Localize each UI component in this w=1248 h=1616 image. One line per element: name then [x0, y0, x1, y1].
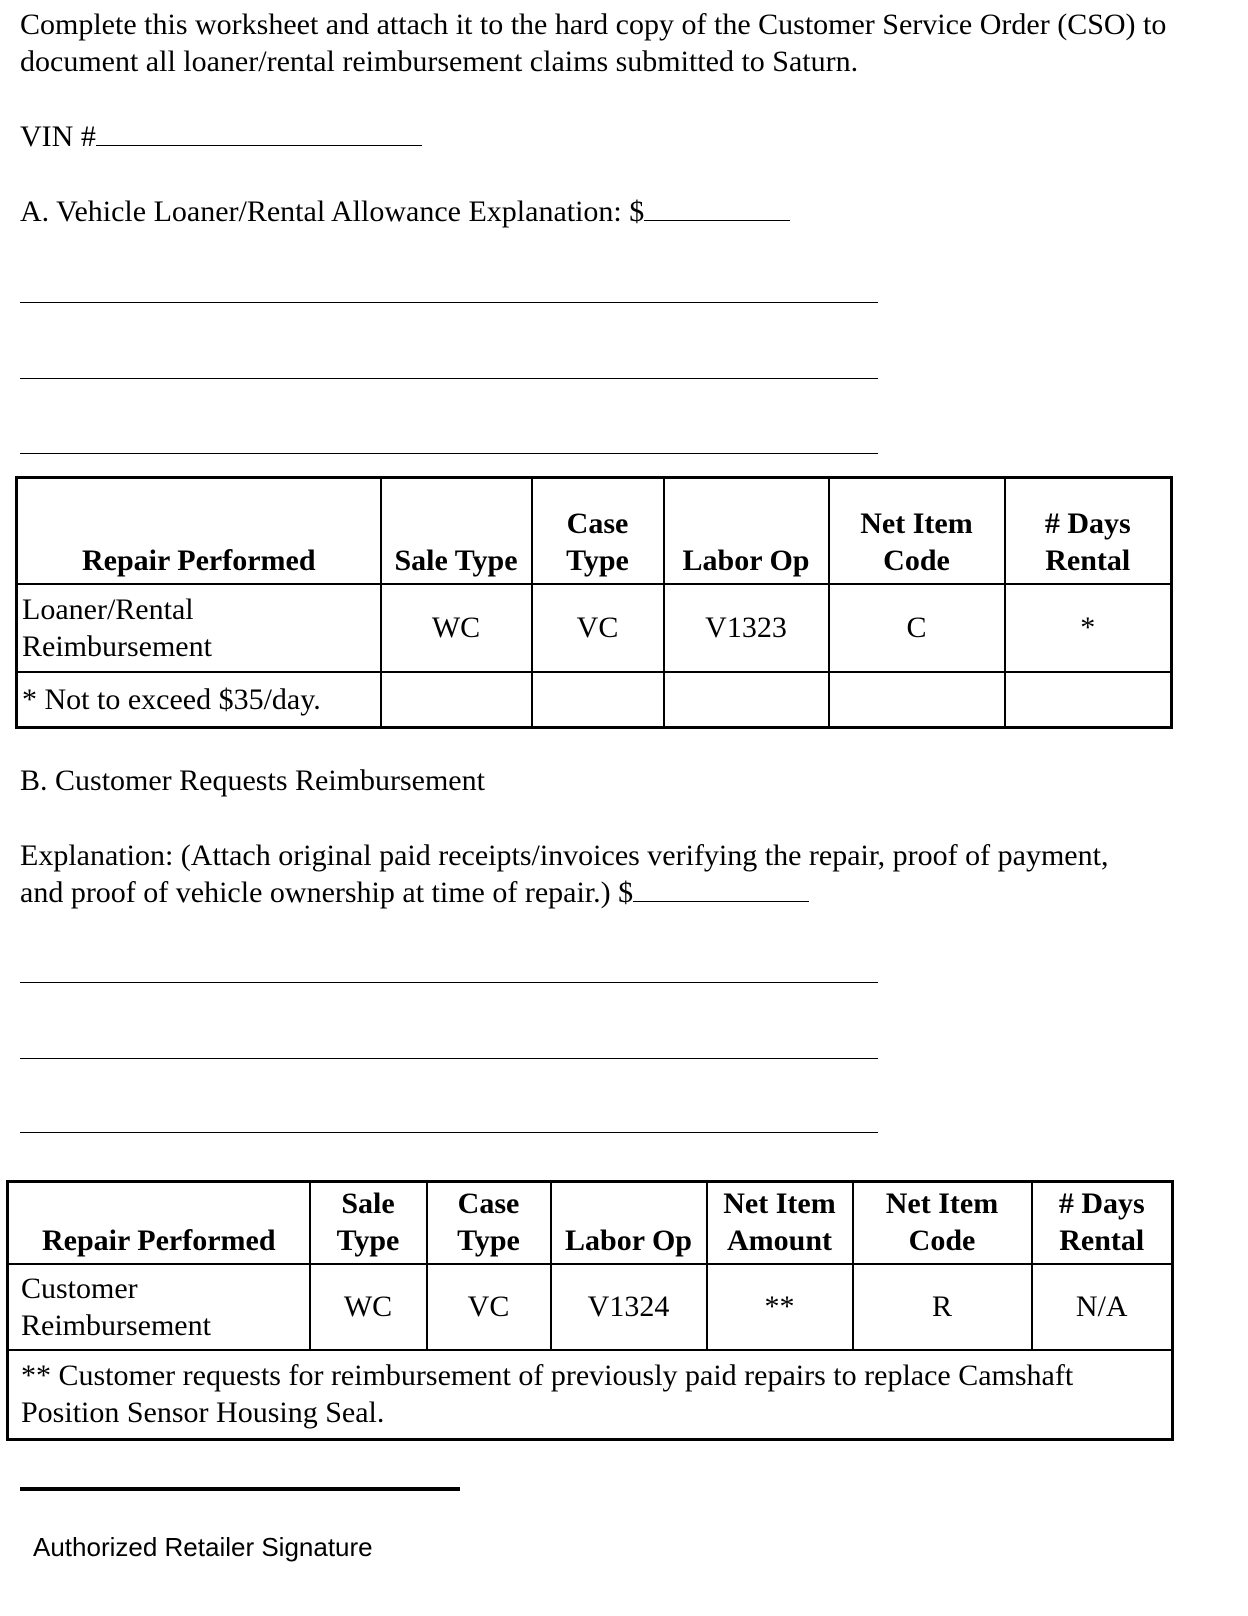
section-a-explanation-line-1[interactable]: [20, 302, 878, 303]
cell-case-type: VC: [532, 584, 664, 672]
cell-repair-performed: Customer Reimbursement: [8, 1264, 310, 1350]
signature-label: Authorized Retailer Signature: [33, 1532, 373, 1562]
header-sale-type: Sale Type: [381, 478, 532, 584]
cell-days-rental: N/A: [1032, 1264, 1173, 1350]
cell-sale-type: WC: [310, 1264, 427, 1350]
signature-line[interactable]: [20, 1487, 460, 1491]
section-b-table: [6, 1180, 1174, 1441]
header-labor-op: Labor Op: [551, 1182, 707, 1264]
header-sale-type: Sale Type: [310, 1182, 427, 1264]
section-b-note: ** Customer requests for reimbursement of previously paid repairs to replace Camshaft Position Sensor Housing Seal.: [8, 1350, 1173, 1440]
table-row: [8, 1264, 1173, 1350]
section-a-note-row: [17, 672, 1172, 728]
table-row: [17, 584, 1172, 672]
header-labor-op: Labor Op: [664, 478, 829, 584]
header-case-type: Case Type: [427, 1182, 551, 1264]
cell-net-item-code: R: [853, 1264, 1032, 1350]
cell-case-type: VC: [427, 1264, 551, 1350]
header-repair-performed: Repair Performed: [17, 478, 381, 584]
empty-cell[interactable]: [664, 672, 829, 728]
section-a-table: [15, 476, 1173, 729]
header-case-type: Case Type: [532, 478, 664, 584]
cell-labor-op: V1324: [551, 1264, 707, 1350]
header-repair-performed: Repair Performed: [8, 1182, 310, 1264]
section-a-note: * Not to exceed $35/day.: [17, 672, 381, 728]
empty-cell[interactable]: [829, 672, 1005, 728]
section-a-explanation-line-3[interactable]: [20, 453, 878, 454]
header-days-rental: # Days Rental: [1005, 478, 1172, 584]
vin-row: [20, 118, 422, 155]
intro-text: Complete this worksheet and attach it to the hard copy of the Customer Service Order (CSO) to document all loaner/rental reimbursement claims submitted to Saturn.: [20, 8, 1167, 78]
cell-net-item-amount: **: [707, 1264, 853, 1350]
section-b-explanation-line-2[interactable]: [20, 1058, 878, 1059]
section-b-explanation-line-3[interactable]: [20, 1132, 878, 1133]
section-b-title: B. Customer Requests Reimbursement: [20, 764, 485, 797]
section-b-note-row: [8, 1350, 1173, 1440]
cell-net-item-code: C: [829, 584, 1005, 672]
empty-cell[interactable]: [1005, 672, 1172, 728]
cell-days-rental: *: [1005, 584, 1172, 672]
section-a-explanation-line-2[interactable]: [20, 378, 878, 379]
header-days-rental: # Days Rental: [1032, 1182, 1173, 1264]
empty-cell[interactable]: [381, 672, 532, 728]
empty-cell[interactable]: [532, 672, 664, 728]
section-b-explanation-line-1[interactable]: [20, 982, 878, 983]
header-net-item-amount: Net Item Amount: [707, 1182, 853, 1264]
vin-label: VIN #: [20, 120, 96, 153]
cell-labor-op: V1323: [664, 584, 829, 672]
section-a-header-row: [17, 478, 1172, 584]
section-b-header-row: [8, 1182, 1173, 1264]
section-b-explanation-text: Explanation: (Attach original paid receipts/invoices verifying the repair, proof of payment, and proof of vehicle ownership at time of repair.) $: [20, 839, 1109, 909]
section-b-explanation: [20, 837, 1120, 911]
cell-sale-type: WC: [381, 584, 532, 672]
vin-input[interactable]: [96, 119, 422, 146]
allowance-amount-input[interactable]: [644, 194, 790, 221]
cell-repair-performed: Loaner/Rental Reimbursement: [17, 584, 381, 672]
section-a-row: [20, 193, 790, 230]
section-a-title: A. Vehicle Loaner/Rental Allowance Explanation: $: [20, 195, 645, 228]
header-net-item-code: Net Item Code: [829, 478, 1005, 584]
reimbursement-amount-input[interactable]: [633, 875, 809, 902]
header-net-item-code: Net Item Code: [853, 1182, 1032, 1264]
